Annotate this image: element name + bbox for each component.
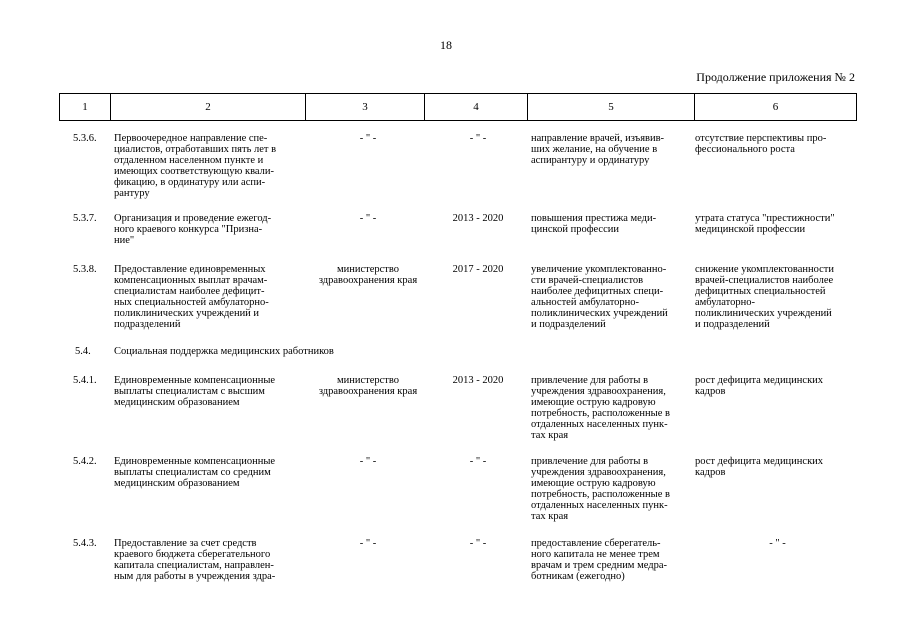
row-measure: Предоставление за счет средств краевого бюджета сберегательного капитала специалистам, направлен- ным для работы в учреждения здра- [114, 538, 276, 582]
row-measure: Предоставление единовременных компенсационных выплат врачам- специалистам наиболее дефицит- ных специальностей амбулаторно- поликлинических учреждений и подразделений [114, 264, 269, 330]
row-executor: - " - [359, 133, 377, 144]
row-executor: министерство здравоохранения края [318, 375, 418, 397]
row-executor: - " - [359, 538, 377, 549]
section-title: Социальная поддержка медицинских работников [114, 346, 334, 357]
row-period: - " - [469, 133, 487, 144]
row-number: 5.3.7. [73, 213, 97, 224]
row-executor: - " - [359, 213, 377, 224]
row-measure: Первоочередное направление спе- циалистов, отработавших пять лет в отдаленном населенном пункте и имеющих соответствующую квали- фикацию, в ординатуру или аспи- рантуру [114, 133, 277, 199]
row-number: 5.3.8. [73, 264, 97, 275]
row-period: 2013 - 2020 [452, 375, 504, 386]
header-col-6: 6 [695, 94, 857, 121]
row-result: привлечение для работы в учреждения здравоохранения, имеющие острую кадровую потребность, расположенные в отдаленных населенных пунк- тах края [531, 375, 670, 441]
row-risk: отсутствие перспективы про- фессионального роста [695, 133, 827, 155]
row-measure: Единовременные компенсационные выплаты специалистам с высшим медицинским образованием [114, 375, 276, 408]
row-result: предоставление сберегатель- ного капитала не менее трем врачам и трем средним медра- ботникам (ежегодно) [531, 538, 667, 582]
header-col-4: 4 [425, 94, 528, 121]
row-result: повышения престижа меди- цинской профессии [531, 213, 657, 235]
row-period: - " - [469, 538, 487, 549]
row-number: 5.4.1. [73, 375, 97, 386]
row-period: 2013 - 2020 [452, 213, 504, 224]
row-executor: - " - [359, 456, 377, 467]
row-result: направление врачей, изъявив- ших желание, на обучение в аспирантуру и ординатуру [531, 133, 665, 166]
row-number: 5.3.6. [73, 133, 97, 144]
row-risk: рост дефицита медицинских кадров [695, 375, 824, 397]
header-col-1: 1 [60, 94, 111, 121]
row-risk: утрата статуса "престижности" медицинской профессии [695, 213, 835, 235]
section-number: 5.4. [75, 346, 91, 357]
row-result: увеличение укомплектованно- сти врачей-специалистов наиболее дефицитных специ- альностей амбулаторно- поликлинических учреждений и подразделений [531, 264, 668, 330]
header-col-5: 5 [528, 94, 695, 121]
row-number: 5.4.2. [73, 456, 97, 467]
row-number: 5.4.3. [73, 538, 97, 549]
row-period: - " - [469, 456, 487, 467]
row-executor: министерство здравоохранения края [318, 264, 418, 286]
row-result: привлечение для работы в учреждения здравоохранения, имеющие острую кадровую потребность, расположенные в отдаленных населенных пунк- тах края [531, 456, 670, 522]
row-risk: снижение укомплектованности врачей-специалистов наиболее дефицитных специальностей амбулаторно- поликлинических учреждений и подразделений [695, 264, 834, 330]
continuation-title: Продолжение приложения № 2 [696, 70, 855, 84]
row-measure: Организация и проведение ежегод- ного краевого конкурса "Призна- ние" [114, 213, 272, 246]
page-number: 18 [440, 38, 452, 52]
column-header-table [59, 93, 857, 121]
row-measure: Единовременные компенсационные выплаты специалистам со средним медицинским образованием [114, 456, 276, 489]
header-col-3: 3 [306, 94, 425, 121]
row-risk: - " - [769, 538, 786, 549]
row-period: 2017 - 2020 [452, 264, 504, 275]
row-risk: рост дефицита медицинских кадров [695, 456, 824, 478]
header-col-2: 2 [111, 94, 306, 121]
